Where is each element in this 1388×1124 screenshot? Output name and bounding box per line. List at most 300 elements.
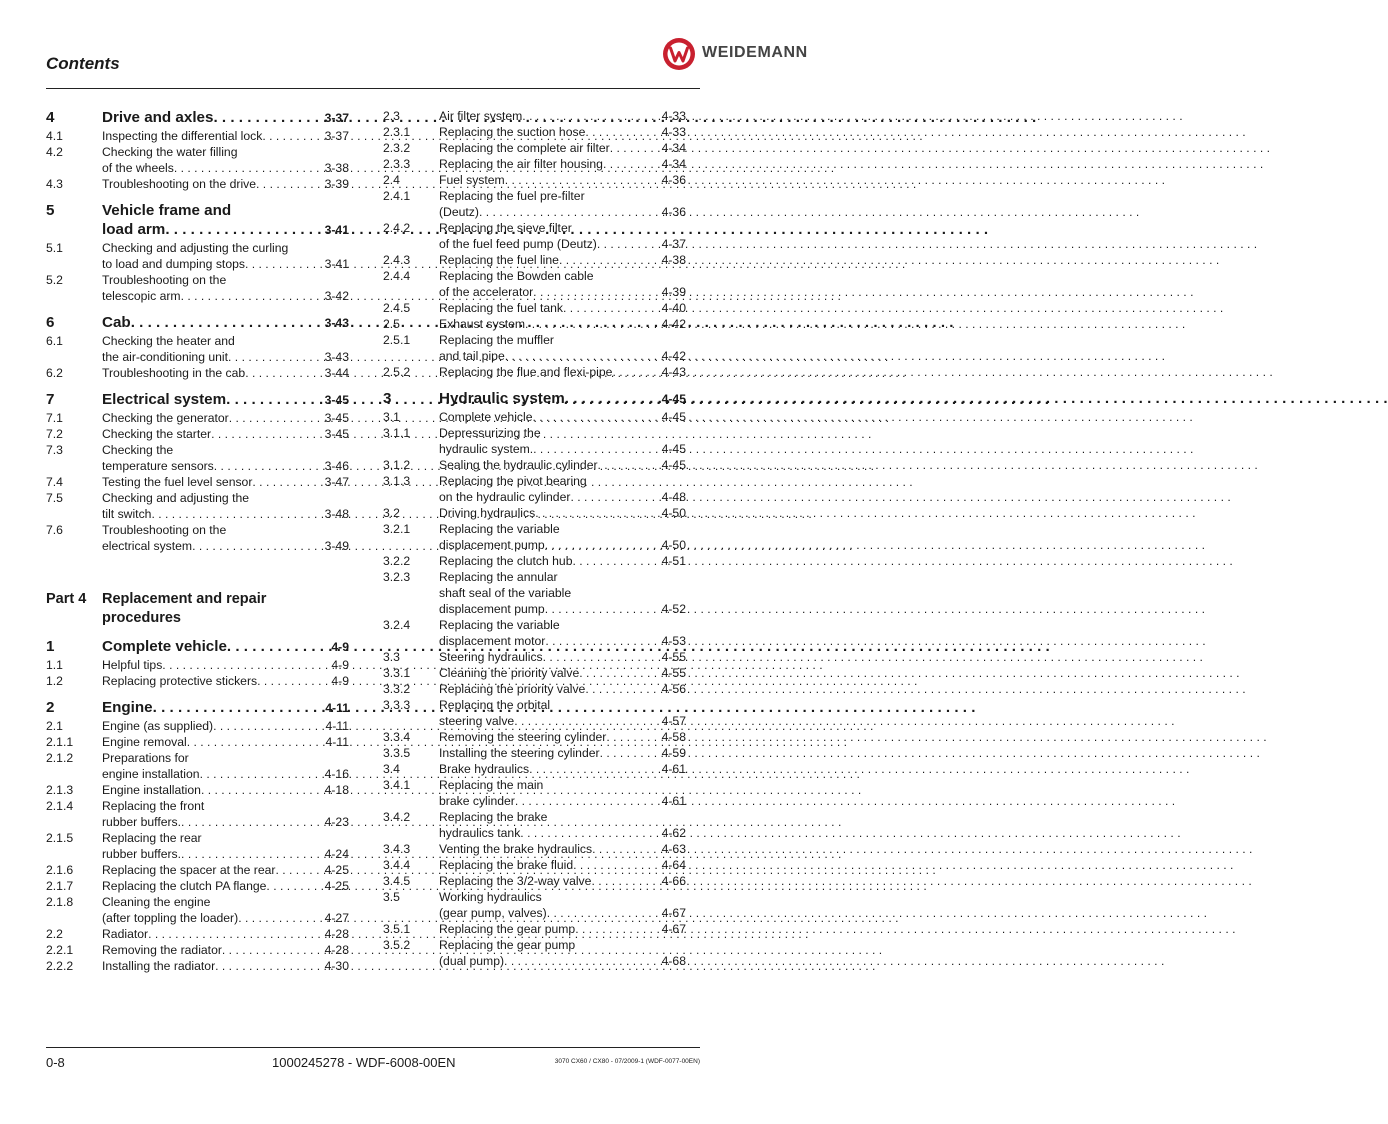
- toc-entry-title-line: tilt switch: [102, 507, 152, 521]
- toc-entry-number: 2.1.1: [46, 735, 74, 749]
- toc-entry-title-line: Sealing the hydraulic cylinder: [439, 458, 598, 472]
- toc-entry: [46, 673, 349, 689]
- toc-entry-number: 2.2: [46, 927, 63, 941]
- toc-entry-number: 7.3: [46, 443, 63, 457]
- toc-entry-number: 3.1.3: [383, 474, 411, 488]
- toc-entry-title-line: Replacing the priority valve: [439, 682, 586, 696]
- toc-entry-number: 2.4.5: [383, 301, 411, 315]
- toc-entry: [383, 521, 686, 553]
- dot-leader: [543, 649, 660, 665]
- footer-divider: [46, 1047, 700, 1048]
- toc-entry-number: 5.1: [46, 241, 63, 255]
- toc-entry-number: 3.1: [383, 410, 400, 424]
- toc-entry-title-line: Engine removal: [102, 735, 187, 749]
- toc-entry: [383, 889, 686, 921]
- toc-page-ref: 3-45: [324, 393, 349, 407]
- toc-entry: [383, 268, 686, 300]
- toc-entry: [46, 442, 349, 474]
- toc-page-ref: 4-68: [661, 954, 686, 968]
- toc-entry-title: [439, 729, 686, 745]
- toc-entry-title-line: Radiator: [102, 927, 149, 941]
- toc-column-left: [46, 108, 349, 974]
- toc-page-ref: 4-45: [661, 410, 686, 424]
- toc-entry-title: [439, 889, 686, 921]
- dot-leader: [505, 172, 660, 188]
- toc-page-ref: 3-46: [324, 459, 349, 473]
- toc-entry-title: [102, 474, 349, 490]
- dot-leader: [228, 349, 323, 365]
- toc-entry-number: 6.1: [46, 334, 63, 348]
- toc-entry: [46, 926, 349, 942]
- toc-entry-title-line: Drive and axles: [102, 109, 214, 126]
- toc-entry: [383, 332, 686, 364]
- toc-page-ref: 4-9: [331, 674, 349, 688]
- toc-entry-title-line: Driving hydraulics: [439, 506, 536, 520]
- dot-leader: [148, 926, 323, 942]
- toc-entry-title-line: Installing the radiator: [102, 959, 216, 973]
- toc-entry-title-line: Hydraulic system: [439, 390, 565, 407]
- toc-page-ref: 4-48: [661, 490, 686, 504]
- toc-entry-number: 3.3: [383, 650, 400, 664]
- dot-leader: [181, 814, 323, 830]
- toc-page-ref: 4-42: [661, 317, 686, 331]
- toc-entry-title-line: Checking the generator: [102, 411, 229, 425]
- toc-entry-title-line: Replacing the muffler: [439, 333, 554, 347]
- toc-entry-title: [102, 201, 349, 240]
- toc-entry-title: [102, 390, 349, 410]
- toc-entry-title: [439, 649, 686, 665]
- toc-entry-title-line: Engine: [102, 699, 153, 716]
- toc-entry-title-line: Complete vehicle: [439, 410, 533, 424]
- dot-leader: [514, 713, 659, 729]
- toc-entry-title: [102, 894, 349, 926]
- toc-entry-title: [439, 409, 686, 425]
- dot-leader: [192, 538, 323, 554]
- dot-leader: [504, 953, 660, 969]
- toc-entry-number: 3.4.2: [383, 810, 411, 824]
- toc-entry-title: [439, 617, 686, 649]
- toc-entry-title: [439, 553, 686, 569]
- toc-page-ref: 4-18: [324, 783, 349, 797]
- toc-entry-title: [439, 332, 686, 364]
- dot-leader: [591, 873, 659, 889]
- toc-entry-number: 3.2.3: [383, 570, 411, 584]
- toc-entry-title: [439, 457, 686, 473]
- toc-entry-title: [102, 782, 349, 798]
- toc-page-ref: 4-33: [661, 125, 686, 139]
- toc-entry-title: [439, 220, 686, 252]
- toc-entry-title: [102, 750, 349, 782]
- toc-entry-title: [439, 569, 686, 617]
- toc-entry-title-line: Electrical system: [102, 391, 227, 408]
- dot-leader: [153, 698, 324, 717]
- dot-leader: [187, 734, 324, 750]
- toc-entry-title: [102, 673, 349, 689]
- toc-entry-title-line: Checking the: [102, 443, 174, 457]
- toc-entry-title: [439, 268, 686, 300]
- dot-leader: [515, 793, 660, 809]
- toc-entry-title: [439, 140, 686, 156]
- toc-entry-title-line: Removing the steering cylinder: [439, 730, 607, 744]
- toc-entry-title-line: Complete vehicle: [102, 638, 227, 655]
- toc-entry-title-line: Replacing the Bowden cable: [439, 269, 594, 283]
- toc-entry-title-line: engine installation: [102, 767, 200, 781]
- toc-entry: [46, 490, 349, 522]
- dot-leader: [245, 256, 323, 272]
- toc-entry-title: [102, 698, 349, 718]
- toc-page-ref: 3-43: [324, 316, 349, 330]
- toc-page-ref: 4-52: [661, 602, 686, 616]
- toc-entry-number: 3.1.2: [383, 458, 411, 472]
- toc-entry-title: [439, 188, 686, 220]
- toc-entry-title: [102, 657, 349, 673]
- toc-section-heading: [46, 698, 349, 718]
- dot-leader: [600, 745, 660, 761]
- toc-entry-title-line: Checking and adjusting the: [102, 491, 250, 505]
- toc-entry: [383, 569, 686, 617]
- toc-page-ref: 3-47: [324, 475, 349, 489]
- toc-page-ref: 4-50: [661, 538, 686, 552]
- toc-entry-number: 3.5.2: [383, 938, 411, 952]
- toc-entry-title-line: Troubleshooting in the cab: [102, 366, 246, 380]
- dot-leader: [256, 176, 323, 192]
- toc-entry-number: 3.2.1: [383, 522, 411, 536]
- dot-leader: [165, 220, 322, 239]
- toc-entry: [383, 697, 686, 729]
- dot-leader: [174, 160, 323, 176]
- toc-entry-title-line: hydraulics tank: [439, 826, 521, 840]
- toc-entry-number: 3.2.2: [383, 554, 411, 568]
- brand-name: WEIDEMANN: [702, 44, 808, 61]
- toc-entry-number: 3.1.1: [383, 426, 411, 440]
- toc-entry-title: [102, 830, 349, 862]
- toc-page-ref: 4-28: [324, 943, 349, 957]
- dot-leader: [266, 878, 322, 894]
- toc-entry-title: [102, 862, 349, 878]
- dot-leader: [275, 862, 322, 878]
- toc-entry-title-line: Replacement and repair: [102, 591, 267, 607]
- toc-entry-title-line: temperature sensors: [102, 459, 214, 473]
- toc-entry-title-line: on the hydraulic cylinder: [439, 490, 571, 504]
- toc-entry: [383, 921, 686, 937]
- toc-entry: [383, 873, 686, 889]
- toc-page-ref: 3-41: [324, 257, 349, 271]
- toc-entry-number: 3.3.2: [383, 682, 411, 696]
- toc-entry-title-line: and tail pipe: [439, 349, 505, 363]
- toc-page-ref: 3-41: [324, 223, 349, 237]
- toc-page-ref: 4-36: [661, 205, 686, 219]
- toc-page-ref: 4-45: [661, 442, 686, 456]
- toc-entry-number: 7.5: [46, 491, 63, 505]
- dot-leader: [229, 410, 323, 426]
- toc-page-ref: 4-11: [325, 719, 349, 733]
- toc-section-heading: [46, 637, 349, 657]
- toc-entry: [46, 426, 349, 442]
- toc-entry: [46, 128, 349, 144]
- toc-entry: [46, 718, 349, 734]
- toc-entry: [46, 240, 349, 272]
- toc-entry-title: [439, 505, 686, 521]
- toc-entry-title: [102, 718, 349, 734]
- toc-page-ref: 4-16: [324, 767, 349, 781]
- dot-leader: [257, 673, 329, 689]
- toc-entry-title-line: Replacing the spacer at the rear: [102, 863, 276, 877]
- dot-leader: [545, 633, 659, 649]
- toc-page-ref: 4-24: [324, 847, 349, 861]
- toc-entry-title-line: Replacing the brake fluid: [439, 858, 574, 872]
- toc-page-ref: 4-63: [661, 842, 686, 856]
- toc-entry-title: [102, 926, 349, 942]
- toc-entry: [383, 409, 686, 425]
- toc-page-ref: 4-34: [661, 157, 686, 171]
- toc-entry-title-line: Installing the steering cylinder: [439, 746, 600, 760]
- toc-entry-title-line: Replacing the variable: [439, 522, 560, 536]
- toc-entry: [46, 272, 349, 304]
- toc-page-ref: 3-44: [324, 366, 349, 380]
- toc-entry-number: 2.1.3: [46, 783, 74, 797]
- dot-leader: [603, 156, 660, 172]
- toc-page-ref: 4-51: [661, 554, 686, 568]
- toc-entry-title: [102, 108, 349, 128]
- toc-page-ref: 4-50: [661, 506, 686, 520]
- toc-entry-title: [439, 681, 686, 697]
- toc-page-ref: 3-45: [324, 411, 349, 425]
- toc-entry-title-line: rubber buffers.: [102, 847, 182, 861]
- toc-entry: [383, 252, 686, 268]
- dot-leader: [545, 537, 660, 553]
- toc-entry-number: 3.2: [383, 506, 400, 520]
- dot-leader: [585, 124, 659, 140]
- toc-entry: [383, 729, 686, 745]
- toc-entry-title: [439, 921, 686, 937]
- toc-page-ref: 4-27: [324, 911, 349, 925]
- toc-entry: [46, 894, 349, 926]
- dot-leader: [245, 365, 322, 381]
- dot-leader: [227, 637, 329, 656]
- toc-entry: [46, 782, 349, 798]
- toc-entry-title-line: Checking the starter: [102, 427, 212, 441]
- dot-leader: [525, 316, 660, 332]
- toc-entry-title-line: Checking the water filling: [102, 145, 238, 159]
- toc-entry-title-line: Replacing the 3/2-way valve: [439, 874, 592, 888]
- toc-page-ref: 4-43: [661, 365, 686, 379]
- toc-entry-title: [439, 873, 686, 889]
- toc-page-ref: 3-37: [324, 111, 349, 125]
- toc-entry-title: [439, 316, 686, 332]
- toc-entry-title-line: Exhaust system: [439, 317, 526, 331]
- toc-entry-title-line: Troubleshooting on the drive: [102, 177, 257, 191]
- dot-leader: [222, 942, 323, 958]
- toc-entry-title: [439, 156, 686, 172]
- toc-page-ref: 4-55: [661, 666, 686, 680]
- toc-entry: [383, 220, 686, 252]
- dot-leader: [533, 441, 659, 457]
- toc-entry-number: 1: [46, 638, 55, 655]
- toc-entry-number: Part 4: [46, 591, 87, 607]
- toc-entry-title: [439, 841, 686, 857]
- dot-leader: [226, 390, 322, 409]
- toc-entry-title: [439, 172, 686, 188]
- toc-entry-number: 3.4.3: [383, 842, 411, 856]
- toc-entry-number: 4: [46, 109, 55, 126]
- toc-entry-title-line: Venting the brake hydraulics: [439, 842, 593, 856]
- toc-entry-title-line: displacement pump: [439, 602, 545, 616]
- toc-entry: [383, 553, 686, 569]
- toc-entry: [46, 830, 349, 862]
- toc-page-ref: 4-57: [661, 714, 686, 728]
- toc-page-ref: 4-55: [661, 650, 686, 664]
- toc-entry-title-line: rubber buffers.: [102, 815, 182, 829]
- toc-entry-number: 2.2.1: [46, 943, 74, 957]
- toc-entry-title-line: Engine (as supplied): [102, 719, 214, 733]
- dot-leader: [598, 457, 660, 473]
- toc-entry: [46, 144, 349, 176]
- toc-entry-title: [102, 637, 349, 657]
- toc-entry-title: [439, 108, 686, 124]
- toc-entry: [383, 140, 686, 156]
- toc-page-ref: 4-66: [661, 874, 686, 888]
- toc-entry-number: 2.1.7: [46, 879, 74, 893]
- toc-entry-title-line: Cleaning the engine: [102, 895, 211, 909]
- toc-entry-title: [102, 590, 349, 628]
- toc-entry-title-line: (gear pump, valves): [439, 906, 547, 920]
- toc-entry-title-line: brake cylinder: [439, 794, 515, 808]
- toc-entry-number: 2.3.2: [383, 141, 411, 155]
- toc-entry-title-line: Brake hydraulics: [439, 762, 530, 776]
- toc-part-heading: [46, 590, 349, 628]
- dot-leader: [215, 958, 322, 974]
- toc-entry-title: [102, 878, 349, 894]
- toc-entry-number: 3.3.1: [383, 666, 411, 680]
- dot-leader: [545, 601, 660, 617]
- dot-leader: [520, 825, 659, 841]
- toc-entry-title: [439, 124, 686, 140]
- toc-entry-title: [102, 333, 349, 365]
- toc-page-ref: 4-67: [661, 906, 686, 920]
- toc-page-ref: 4-58: [661, 730, 686, 744]
- toc-entry-title: [102, 442, 349, 474]
- toc-entry-title-line: Replacing the complete air filter: [439, 141, 610, 155]
- toc-entry-title: [102, 490, 349, 522]
- toc-section-heading: [46, 313, 349, 333]
- toc-entry-number: 2.5.2: [383, 365, 411, 379]
- toc-entry: [383, 172, 686, 188]
- toc-entry: [46, 862, 349, 878]
- toc-page-ref: 4-36: [661, 173, 686, 187]
- toc-page-ref: 4-67: [661, 922, 686, 936]
- toc-entry-title: [439, 697, 686, 729]
- toc-entry-title-line: Replacing the gear pump: [439, 922, 576, 936]
- toc-entry-title-line: Replacing the suction hose: [439, 125, 586, 139]
- dot-leader: [181, 288, 323, 304]
- toc-page-ref: 3-38: [324, 161, 349, 175]
- toc-entry-number: 4.3: [46, 177, 63, 191]
- toc-entry: [46, 474, 349, 490]
- toc-entry-title: [439, 745, 686, 761]
- toc-entry-number: 2.1.5: [46, 831, 74, 845]
- toc-entry-number: 4.1: [46, 129, 63, 143]
- toc-entry-title-line: Engine installation: [102, 783, 201, 797]
- toc-entry-number: 1.2: [46, 674, 63, 688]
- toc-entry-number: 3.3.3: [383, 698, 411, 712]
- toc-entry-title-line: steering valve: [439, 714, 515, 728]
- toc-entry-title: [102, 522, 349, 554]
- dot-leader: [162, 657, 329, 673]
- toc-page-ref: 4-45: [661, 392, 686, 406]
- toc-entry-number: 7.1: [46, 411, 63, 425]
- toc-entry-title-line: Removing the radiator: [102, 943, 222, 957]
- toc-entry-title: [439, 665, 686, 681]
- toc-column-right: [383, 108, 686, 969]
- toc-entry-title: [102, 272, 349, 304]
- toc-entry-title: [439, 252, 686, 268]
- toc-entry: [383, 364, 686, 380]
- dot-leader: [575, 921, 659, 937]
- toc-entry-title-line: Checking the heater and: [102, 334, 235, 348]
- toc-page-ref: 4-61: [661, 794, 686, 808]
- toc-entry-number: 3.4.4: [383, 858, 411, 872]
- toc-entry: [46, 410, 349, 426]
- toc-entry: [383, 473, 686, 505]
- toc-entry-title-line: Inspecting the differential lock: [102, 129, 263, 143]
- toc-page-ref: 4-61: [661, 762, 686, 776]
- toc-page-ref: 4-53: [661, 634, 686, 648]
- toc-entry-number: 2.3: [383, 109, 400, 123]
- toc-entry-number: 5: [46, 202, 55, 219]
- toc-page-ref: 3-37: [324, 129, 349, 143]
- dot-leader: [201, 782, 323, 798]
- weidemann-w-icon: [662, 37, 696, 71]
- toc-section-heading: [46, 201, 349, 240]
- toc-page-ref: 3-43: [324, 350, 349, 364]
- toc-entry-title: [439, 521, 686, 553]
- toc-page-ref: 4-25: [324, 863, 349, 877]
- dot-leader: [573, 857, 659, 873]
- toc-entry-title-line: displacement pump: [439, 538, 545, 552]
- toc-entry-title-line: Replacing the fuel tank: [439, 301, 563, 315]
- toc-entry-title: [102, 942, 349, 958]
- toc-entry: [383, 617, 686, 649]
- toc-entry-title-line: Testing the fuel level sensor: [102, 475, 253, 489]
- toc-entry-title-line: Replacing the sieve filter: [439, 221, 572, 235]
- toc-entry: [383, 857, 686, 873]
- dot-leader: [572, 553, 659, 569]
- toc-entry-title-line: Replacing the rear: [102, 831, 202, 845]
- toc-entry-title: [439, 389, 686, 409]
- dot-leader: [131, 313, 323, 332]
- header-divider: [46, 88, 700, 89]
- toc-entry-number: 7.4: [46, 475, 63, 489]
- toc-entry: [383, 505, 686, 521]
- toc-entry-number: 3: [383, 390, 392, 407]
- dot-leader: [532, 409, 659, 425]
- toc-entry-number: 7.2: [46, 427, 63, 441]
- toc-entry-number: 2: [46, 699, 55, 716]
- toc-entry-number: 2.4.3: [383, 253, 411, 267]
- toc-entry-number: 2.5.1: [383, 333, 411, 347]
- toc-entry: [46, 176, 349, 192]
- toc-entry: [46, 333, 349, 365]
- toc-page-ref: 4-64: [661, 858, 686, 872]
- toc-entry-number: 2.4.2: [383, 221, 411, 235]
- toc-entry: [383, 841, 686, 857]
- toc-entry-number: 6: [46, 314, 55, 331]
- toc-page-ref: 4-42: [661, 349, 686, 363]
- toc-entry: [383, 937, 686, 969]
- toc-entry-title-line: shaft seal of the variable: [439, 586, 572, 600]
- toc-entry-number: 4.2: [46, 145, 63, 159]
- dot-leader: [479, 204, 660, 220]
